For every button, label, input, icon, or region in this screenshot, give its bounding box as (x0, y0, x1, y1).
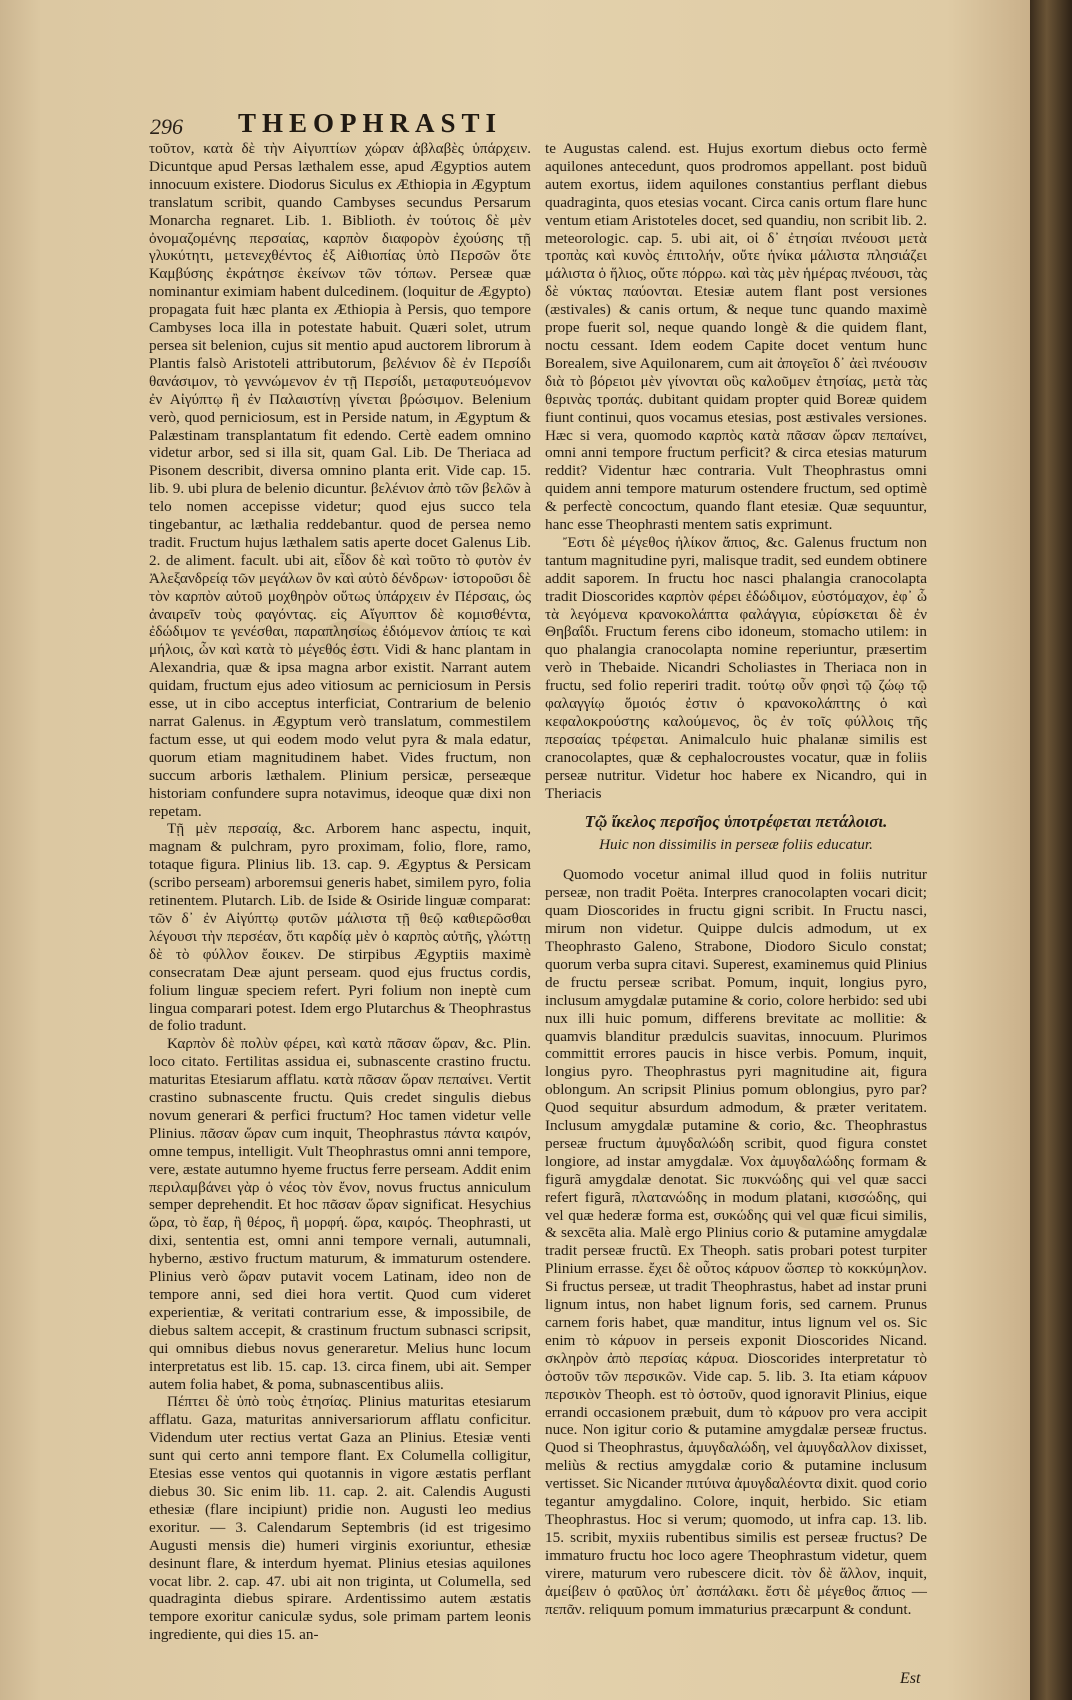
right-column (545, 140, 927, 1618)
left-column (149, 140, 531, 1644)
left-paragraph: τοῦτον, κατὰ δὲ τὴν Αἰγυπτίων χώραν ἀβλαβὲς ὑπάρχειν. Dicuntque apud Persas læthalem esse, apud Ægyptios autem innocuum existere. Diodorus Siculus ex Æthiopia in Ægyptum translatum scribit, quando Cambyses secundus Persarum Monarcha regnaret. Lib. 1. Biblioth. ἐν τούτοις δὲ μὲν ὀνομαζομένης περσαίας, καρπὸν διαφορὸν ἐχούσης τῇ γλυκύτητι, μετενεχθέντος ἐξ Αἰθιοπίας ὑπὸ Περσῶν ὅτε Καμβύσης ἐκράτησε ἐκείνων τῶν τόπων. Perseæ quæ nominantur eximiam habent dulcedinem. (loquitur de Ægypto) propagata fuit hæc planta ex Æthiopia à Persis, quo tempore Cambyses loca illa in potestate habuit. Quæri solet, utrum persea sit belenion, cujus sit mentio apud auctorem librorum à Plantis falsò Aristoteli attributorum, βελένιον δὲ ἐν Περσίδι θανάσιμον, τὸ γεννώμενον ἐν τῇ Περσίδι, μεταφυτευόμενον ἐν Αἰγύπτῳ ἢ ἐν Παλαιστίνῃ γίνεται βρώσιμον. Belenium verò, quod perniciosum, est in Perside natum, in Ægyptum & Palæstinam transplantatum fit edendo. Certè eadem omnino videtur arbor, sed si illa sit, quam Gal. Lib. De Theriaca ad Pisonem describit, diversa omnino planta erit. Vide cap. 15. lib. 9. ubi plura de belenio dicuntur. βελένιον ἀπὸ τῶν βελῶν à telo nomen accepisse videtur; quod ejus succo tela tingebantur, ac læthalia reddebantur. quod de persea nemo tradit. Fructum hujus læthalem satis aperte docet Galenus Lib. 2. de aliment. facult. ubi ait, εἶδον δὲ καὶ τοῦτο τὸ φυτὸν ἐν Ἀλεξανδρείᾳ τῶν μεγάλων ὂν καὶ αὐτὸ δένδρων· ἱστοροῦσι δὲ τὸν καρπὸν αὐτοῦ μοχθηρὸν οὕτως ὑπάρχειν ἐν Πέρσαις, ὡς ἀναιρεῖν τοὺς φαγόντας. εἰς Αἴγυπτον δὲ κομισθέντα, ἐδώδιμον τε γενέσθαι, παραπλησίως ἐδιόμενον ἀπίοις τε καὶ μήλοις, ὧν καὶ κατὰ τὸ μέγεθός ἐστι. Vidi & hanc plantam in Alexandria, quæ & ipsa magna arbor existit. Narrant autem quidam, fructum ejus adeo vitiosum ac perniciosum in Persis esse, ut in cibo acceptus interficiat, Contrarium de belenio narrat Galenus. in Ægyptum verò translatum, commestilem factum esse, ut qui eodem modo velut pyra & mala edatur, quorum etiam magnitudinem habet. Vides fructum, non succum arboris læthalem. Plinium persicæ, perseæque historiam confundere supra notavimus, ideoque quæ dixi non repetam. (149, 140, 531, 820)
right-paragraph: Ἔστι δὲ μέγεθος ἡλίκον ἄπιος, &c. Galenus fructum non tantum magnitudine pyri, malisque tradit, sed eundem obtinere addit saporem. In fructu hoc nasci phalangia cranocolapta tradit Dioscorides καρπὸν φέρει ἐδώδιμον, εὐστόμαχον, ἐφ᾽ ὧ τὰ λεγόμενα κρανοκολάπτα φαλάγγια, εὑρίσκεται δὲ ἐν Θηβαΐδι. Fructum ferens cibo idoneum, stomacho utilem: in quo phalangia cranocolapta nomine reperiuntur, præsertim verò in Thebaide. Nicandri Scholiastes in Theriaca non in fructu, sed folio reperiri tradit. τούτῳ οὖν φησὶ τῷ ζώῳ τῷ φαλαγγίῳ ὅμοιός ἐστιν ὁ κρανοκολάπτης ὁ καὶ κεφαλοκρούστης καλούμενος, ὃς ἐν τοῖς φύλλοις τῆς περσαίας τρέφεται. Animalculo huic phalanæ similis est cranocolaptes, quæ & cephalocroustes vocatur, quæ in foliis perseæ nutritur. Videtur hoc habere ex Nicandro, qui in Theriacis (545, 533, 927, 802)
page-number: 296 (150, 114, 183, 139)
book-edge (1030, 0, 1072, 1700)
left-paragraph: Τῇ μὲν περσαίᾳ, &c. Arborem hanc aspectu, inquit, magnam & pulchram, pyro proximam, folio, flore, ramo, totaque figura. Plinius lib. 13. cap. 9. Ægyptus & Persicam (scribo perseam) arboremsui generis habet, similem pyro, folia retinentem. Plutarch. Lib. de Iside & Osiride linguæ comparat: τῶν δ᾽ ἐν Αἰγύπτῳ φυτῶν μάλιστα τῇ θεῷ καθιερῶσθαι λέγουσι τὴν περσέαν, ὅτι καρδίᾳ μὲν ὁ καρπὸς αὐτῆς, γλώττῃ δὲ τὸ φύλλον ἔοικεν. De stirpibus Ægyptiis maximè consecratam Deæ ajunt perseam. quod ejus fructus cordis, folium linguæ speciem refert. Pyri folium non ineptè cum lingua comparari potest. Idem ergo Plutarchus & Theophrastus de folio tradunt. (149, 820, 531, 1035)
verse-quote-greek: Τῷ ἴκελος περσῆος ὑποτρέφεται πετάλοισι. (584, 811, 888, 831)
page-header (150, 108, 670, 142)
left-paragraph: Καρπὸν δὲ πολὺν φέρει, καὶ κατὰ πᾶσαν ὥραν, &c. Plin. loco citato. Fertilitas assidua ei, subnascente crastino fructu. maturitas Etesiarum afflatu. κατὰ πᾶσαν ὥραν πεπαίνει. Vertit crastino subnascente fructu. Quis credet singulis diebus novum generari & perfici fructum? Hoc tamen videtur velle Plinius. πᾶσαν ὥραν cum inquit, Theophrastus πάντα καιρόν, omne tempus, intelligit. Vult Theophrastus omni anni tempore, vere, æstate autumno hyeme fructus ferre perseam. Addit enim περιλαμβάνει γὰρ ὁ νέος τὸν ἔνον, novus fructus anniculum semper deprehendit. Et hoc πᾶσαν ὥραν significat. Hesychius ὥρα, τὸ ἔαρ, ἢ θέρος, ἢ μορφή. ὥρα, καιρός. Theophrasti, ut dixi, sententia est, omni anni tempore vernali, autumnali, hyberno, æstivo fructum maturum, & immaturum ostendere. Plinius verò ὥραν putavit vocem Latinam, ideo non de tempore anni, sed diei hora vertit. Quod cum videret experientiæ, & veritati contrarium esse, & impossibile, de diebus saltem accepit, & crastinum fructum subnasci scripsit, qui omnibus diebus novus generaretur. Melius hunc locum interpretatus est lib. 15. cap. 13. circa finem, ubi ait. Semper autem folia habet, & poma, subnascentibus aliis. (149, 1035, 531, 1393)
left-paragraph: Πέπτει δὲ ὑπὸ τοὺς ἐτησίας. Plinius maturitas etesiarum afflatu. Gaza, maturitas anniversariorum afflatu conficitur. Videndum uter rectius vertat Gaza an Plinius. Etesiæ venti sunt qui certo anni tempore flant. Ex Columella colligitur, Etesias esse ventos qui quotannis in vigore æstatis perflant diebus 30. Sic enim lib. 11. cap. 2. ait. Calendis Augusti ethesiæ (flare incipiunt) pridie non. Augusti leo medius exoritur. — 3. Calendarum Septembris (id est trigesimo Augusti mensis die) humeri virginis exoriuntur, ethesiæ desinunt flare, & interdum hyemat. Plinius etesias aquilones vocat libr. 2. cap. 47. ubi ait non triginta, ut Columella, sed quadraginta diebus spirare. Ardentissimo autem æstatis tempore exoritur caniculæ sydus, sole primam partem leonis ingrediente, qui dies 15. an- (149, 1393, 531, 1644)
verse-translation-latin: Huic non dissimilis in perseæ foliis educatur. (599, 836, 873, 854)
right-paragraph: Quomodo vocetur animal illud quod in foliis nutritur perseæ, non tradit Poëta. Interpres cranocolapten vocari dicit; quam Dioscorides in fructu gigni scribit. In Fructu nasci, mirum non videtur. Quippe dulcis admodum, ut ex Theophrasto Galeno, Strabone, Diodoro Siculo constat; quorum verba supra citavi. Superest, examinemus quid Plinius de fructu perseæ scribat. Pomum, inquit, longius pyro, inclusum amygdalæ putamine & corio, colore herbido: sed ubi nux illi huic pomum, differens brevitate ac mollitie: & quamvis blanditur prædulcis suavitas, innocuum. Plurimos committit errores paucis in hisce verbis. Pomum, inquit, longius pyro. Theophrastus pyri magnitudine ait, figura oblongum. An scripsit Plinius pomum oblongius, pyro par? Quod sequitur absurdum admodum, & præter veritatem. Inclusum amygdalæ putamine & corio, &c. Theophrastus perseæ fructum ἀμυγδαλώδη scribit, quod figura constet longiore, ad instar amygdalæ. Vox ἀμυγδαλώδης formam & figurã amygdalæ denotat. Sic πυκνώδης qui vel quæ sacci refert figurã, πλατανώδης in modum platani, κισσώδης, qui vel quæ hederæ forma est, συκώδης qui vel quæ ficui similis, & sexcēta alia. Malè ergo Plinius corio & putamine amygdalæ tradit perseæ fructũ. Ex Theoph. satis probari potest turpiter Plinium errasse. ἔχει δὲ οὗτος κάρυον ὥσπερ τὸ κοκκύμηλον. Si fructus perseæ, ut tradit Theophrastus, habet ad instar pruni lignum intus, non habet lignum foris, sed carnem. Prunus carnem foris habet, quæ manditur, intus lignum vel os. Sic enim τὸ κάρυον in perseis exponit Dioscorides Nicand. σκληρὸν ἀπὸ περσίας κάρυα. Dioscorides interpretatur τὸ ὀστοῦν τῶν περσικῶν. Vide cap. 5. lib. 3. Ita etiam κάρυον περσικὸν Theoph. est τὸ ὀστοῦν, quod ignoravit Plinius, eique errandi occasionem præbuit, dum τὸ κάρυον pro vera accipit nuce. Non igitur corio & putamine amygdalæ perseæ fructus. Quod si Theophrastus, ἀμυγδαλώδη, vel ἀμυγδαλλον dixisset, meliùs & rectius amygdalæ corio & putamine inclusum vertisset. Sic Nicander πιτύινα ἀμυγδαλέοντα dixit. quod corio tegantur amygdalino. Colore, inquit, herbido. Sic etiam Theophrastus. Hoc si verum; quomodo, ut infra cap. 13. lib. 15. scribit, myxiis rubentibus similis est perseæ fructus? De immaturo fructu hoc loco agere Theophrastum videtur, quem virere, maturum vero rubescere dicit. τὸν δὲ ἄλλον, inquit, ἀμείβειν ὁ φαῦλος ὑπ᾽ ἀσπάλακι. ἔστι δὲ μέγεθος ἄπιος — πεπᾶν. reliquum pomum immaturius præcarpunt & condunt. (545, 866, 927, 1618)
running-head: THEOPHRASTI (238, 108, 503, 138)
catchword: Est (900, 1670, 921, 1687)
right-paragraph: te Augustas calend. est. Hujus exortum diebus octo fermè aquilones antecedunt, quos prodromos appellant. post biduũ autem exortus, iidem aquilones constantius perflant diebus quadraginta, quos etesias vocant. Circa canis ortum flare hunc ventum etiam Aristoteles docet, sed quandiu, non scribit lib. 2. meteorologic. cap. 5. ubi ait, οἱ δ᾽ ἐτησίαι πνέουσι μετὰ τροπὰς καὶ κυνὸς ἐπιτολήν, οὔτε ἡνίκα μάλιστα πλησιάζει μάλιστα ὁ ἥλιος, οὔτε πόρρω. καὶ τὰς μὲν ἡμέρας πνέουσι, τὰς δὲ νύκτας παύονται. Etesiæ autem flant post versiones (æstivales) & canis ortum, & neque tunc quando maximè prope fuerit sol, neque quando longè & die quidem flant, noctu cessant. Idem eodem Capite docet ventum hunc Borealem, sive Aquilonarem, cum ait ἀπογεῖοι δ᾽ ἀεὶ πνέουσιν διὰ τὸ βόρειοι μὲν γίνονται οὓς καλοῦμεν ἐτησίας, μετὰ τὰς θερινὰς τροπάς. dubitant quidam propter quid Boreæ quidem fiunt continui, quos vocamus etesias, post æstivales versiones. Hæc si vera, quomodo καρπὸς κατὰ πᾶσαν ὥραν πεπαίνει, omni anni tempore fructum perficit? & circa etesias maturum reddit? Videntur hæc contraria. Vult Theophrastus omni quidem anni tempore maturum ostendere fructum, sed optimè & perfectè concoctum, quando flant etesiæ. Quæ sequuntur, hanc esse Theophrasti mentem satis exprimunt. (545, 140, 927, 534)
